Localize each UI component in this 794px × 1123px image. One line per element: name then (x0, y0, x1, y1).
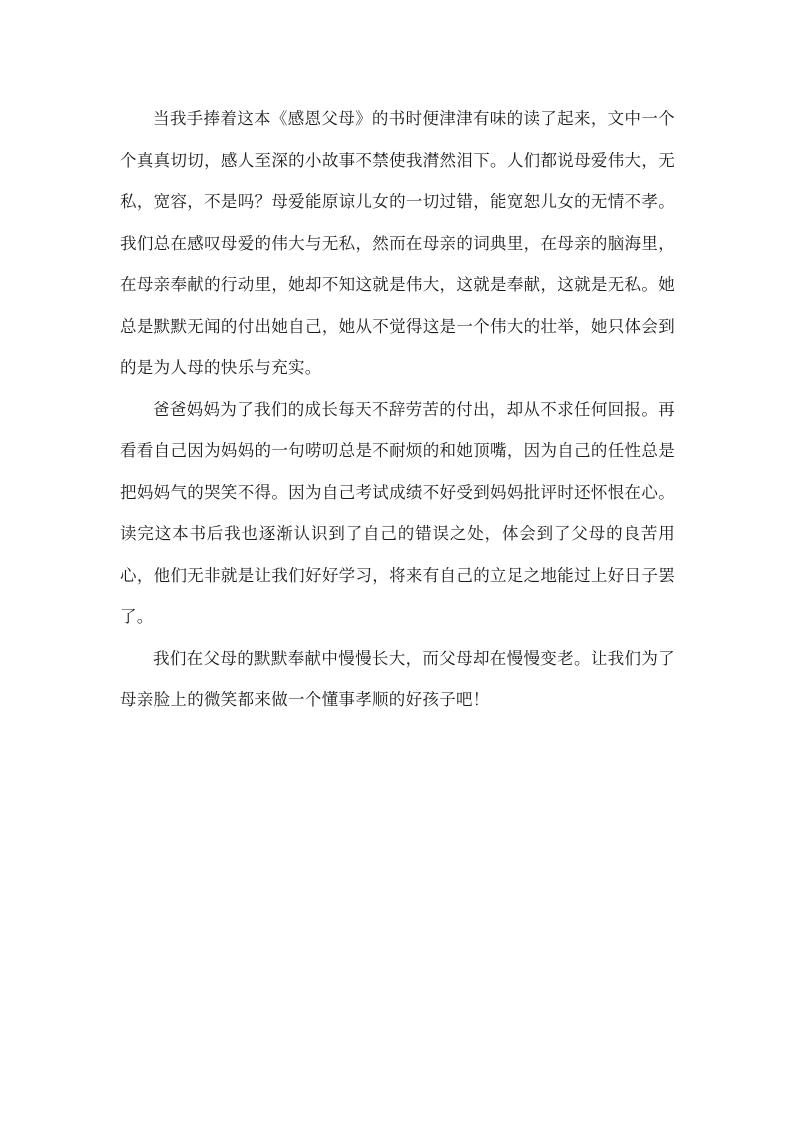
paragraph-1: 当我手捧着这本《感恩父母》的书时便津津有味的读了起来，文中一个个真真切切，感人至深的小故事不禁使我潸然泪下。人们都说母爱伟大，无私，宽容，不是吗？母爱能原谅儿女的一切过错，能宽恕儿女的无情不孝。我们总在感叹母爱的伟大与无私，然而在母亲的词典里，在母亲的脑海里，在母亲奉献的行动里，她却不知这就是伟大，这就是奉献，这就是无私。她总是默默无闻的付出她自己，她从不觉得这是一个伟大的壮举，她只体会到的是为人母的快乐与充实。 (120, 109, 675, 377)
document-body (120, 98, 675, 721)
paragraph-3: 我们在父母的默默奉献中慢慢长大，而父母却在慢慢变老。让我们为了母亲脸上的微笑都来做一个懂事孝顺的好孩子吧！ (120, 648, 675, 709)
paragraph-2: 爸爸妈妈为了我们的成长每天不辞劳苦的付出，却从不求任何回报。再看看自己因为妈妈的一句唠叨总是不耐烦的和她顶嘴，因为自己的任性总是把妈妈气的哭笑不得。因为自己考试成绩不好受到妈妈批评时还怀恨在心。读完这本书后我也逐渐认识到了自己的错误之处，体会到了父母的良苦用心，他们无非就是让我们好好学习，将来有自己的立足之地能过上好日子罢了。 (120, 399, 675, 626)
